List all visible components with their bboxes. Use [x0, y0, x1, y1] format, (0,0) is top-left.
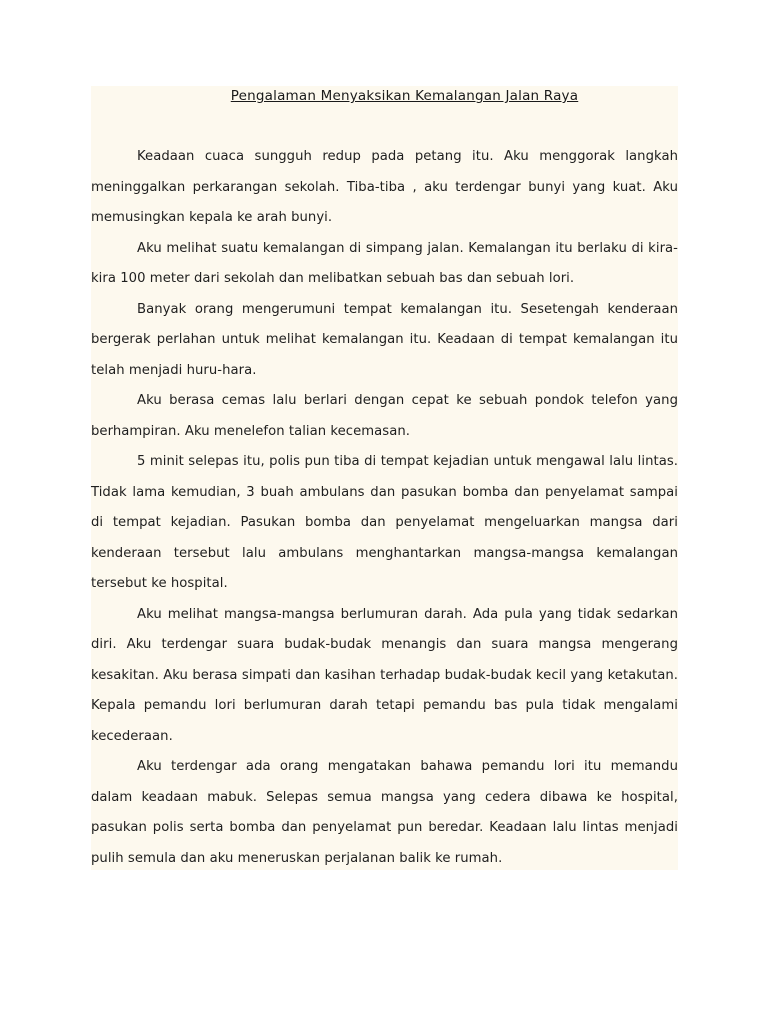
- paragraph-7: Aku terdengar ada orang mengatakan bahawa pemandu lori itu memandu dalam keadaan mabuk. Selepas semua mangsa yang cedera dibawa ke hospital, pasukan polis serta bomba dan penyelamat pun beredar. Keadaan lalu lintas menjadi pulih semula dan aku meneruskan perjalanan balik ke rumah.: [91, 759, 678, 866]
- paragraph-4: Aku berasa cemas lalu berlari dengan cepat ke sebuah pondok telefon yang berhampiran. Aku menelefon talian kecemasan.: [91, 393, 678, 439]
- essay-area: [91, 86, 678, 870]
- paragraph-6: Aku melihat mangsa-mangsa berlumuran darah. Ada pula yang tidak sedarkan diri. Aku terdengar suara budak-budak menangis dan suara mangsa mengerang kesakitan. Aku berasa simpati dan kasihan terhadap budak-budak kecil yang ketakutan. Kepala pemandu lori berlumuran darah tetapi pemandu bas pula tidak mengalami kecederaan.: [91, 606, 678, 744]
- essay-title: Pengalaman Menyaksikan Kemalangan Jalan Raya: [230, 88, 579, 104]
- paragraph-2: Aku melihat suatu kemalangan di simpang jalan. Kemalangan itu berlaku di kira-kira 100 meter dari sekolah dan melibatkan sebuah bas dan sebuah lori.: [91, 240, 678, 286]
- paragraph-5: 5 minit selepas itu, polis pun tiba di tempat kejadian untuk mengawal lalu lintas. Tidak lama kemudian, 3 buah ambulans dan pasukan bomba dan penyelamat sampai di tempat kejadian. Pasukan bomba dan penyelamat mengeluarkan mangsa dari kenderaan tersebut lalu ambulans menghantarkan mangsa-mangsa kemalangan tersebut ke hospital.: [91, 454, 678, 591]
- essay-body: [91, 142, 678, 874]
- paragraph-1: Keadaan cuaca sungguh redup pada petang itu. Aku menggorak langkah meninggalkan perkarangan sekolah. Tiba-tiba , aku terdengar bunyi yang kuat. Aku memusingkan kepala ke arah bunyi.: [91, 149, 678, 225]
- paragraph-3: Banyak orang mengerumuni tempat kemalangan itu. Sesetengah kenderaan bergerak perlahan untuk melihat kemalangan itu. Keadaan di tempat kemalangan itu telah menjadi huru-hara.: [91, 301, 678, 378]
